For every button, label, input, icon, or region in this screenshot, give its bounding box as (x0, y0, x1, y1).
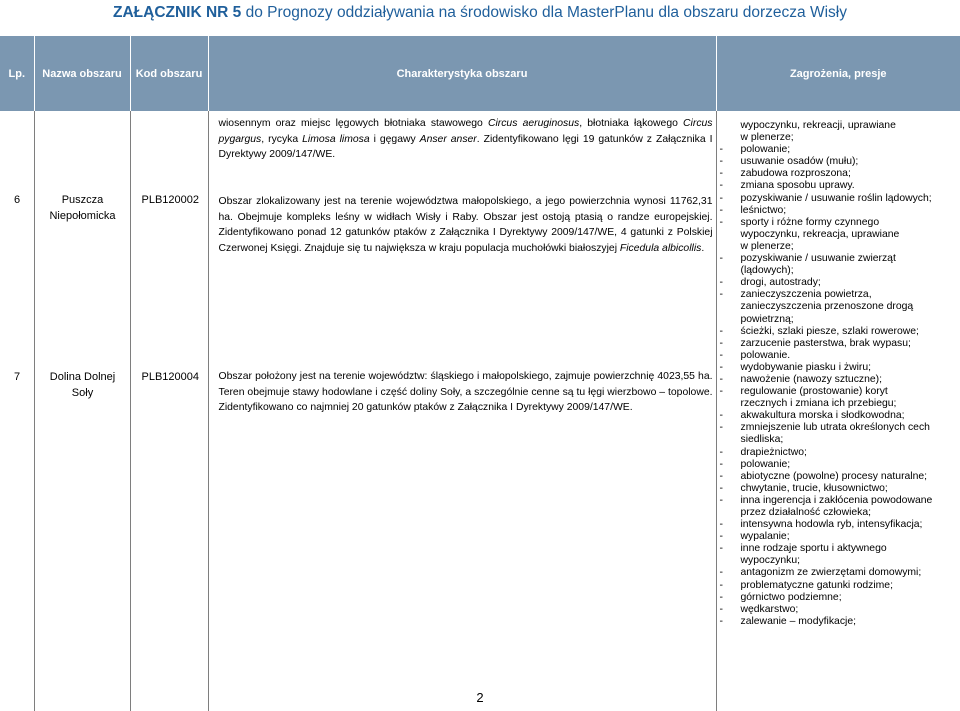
title-rest: do Prognozy oddziaływania na środowisko dla MasterPlanu dla obszaru dorzecza Wisły (245, 4, 847, 21)
threat-item: - zabudowa rozproszona; (717, 168, 957, 180)
species-name: Circus pygargus (218, 118, 713, 145)
row-7-name: Dolina Dolnej Soły (49, 371, 116, 399)
threat-item: wypoczynku, rekreacja, uprawiane (740, 228, 900, 240)
threat-item: - zanieczyszczenia powietrza, (717, 289, 957, 301)
row-7-lp: 7 (13, 371, 21, 383)
threat-item: - nawożenie (nawozy sztuczne); (717, 374, 957, 386)
cont-text: . Zidentyfikowano lęgi 19 gatunków z Załącznika I Dyrektywy 2009/147/WE. (218, 133, 713, 161)
threat-item: - wypalanie; (717, 531, 957, 543)
threat-item: przez działalność człowieka; (740, 507, 872, 518)
species-name: Circus aeruginosus (487, 118, 580, 129)
row-6-name: Puszcza Niepołomicka (49, 194, 116, 222)
cont-text: i gęgawy (369, 133, 420, 145)
header-code: Kod obszaru (130, 36, 208, 111)
row-7-description: Obszar położony jest na terenie województw: śląskiego i małopolskiego, zajmuje powierzchnię 4023,55 ha. Teren obejmuje stawy hodowlane i część doliny Soły, a szczególnie cenne są tu łęgi wierzbowo – topolowe. Zidentyfikowano co najmniej 20 gatunków ptaków z Załącznika I Dyrektywy 2009/147/WE. (218, 371, 713, 414)
threat-item: - akwakultura morska i słodkowodna; (717, 410, 957, 422)
lp-cell (0, 111, 34, 711)
threat-item: - zmiana sposobu uprawy. (717, 180, 957, 192)
cont-text: , błotniaka łąkowego (579, 118, 684, 129)
header-description: Charakterystyka obszaru (208, 36, 716, 111)
threat-item: - zarzucenie pasterstwa, brak wypasu; (717, 338, 957, 350)
title-prefix: ZAŁĄCZNIK NR 5 (113, 4, 242, 21)
threat-item: - intensywna hodowla ryb, intensyfikacja; (717, 519, 957, 531)
header-threats: Zagrożenia, presje (716, 36, 960, 111)
threat-item: - wydobywanie piasku i żwiru; (717, 362, 957, 374)
threat-item: (lądowych); (740, 265, 794, 277)
name-cell (34, 111, 130, 711)
table-row (0, 111, 960, 711)
threat-item: w plenerze; (740, 240, 794, 252)
cont-text: , rycyka (261, 133, 303, 145)
row-6-lp: 6 (13, 194, 21, 206)
threat-item: wypoczynku, rekreacji, uprawiane (740, 120, 896, 131)
page-number: 2 (476, 690, 484, 705)
threat-item: - górnictwo podziemne; (717, 592, 957, 604)
threats-cell (716, 111, 960, 711)
threat-item: powietrzną; (740, 313, 794, 325)
row-6-code: PLB120002 (141, 194, 199, 206)
desc-text: . (701, 243, 705, 255)
threat-item: - ścieżki, szlaki piesze, szlaki rowerowe; (717, 326, 957, 338)
threat-item: - problematyczne gatunki rodzime; (717, 580, 957, 592)
threat-item: - usuwanie osadów (mułu); (717, 156, 957, 168)
code-cell (130, 111, 208, 711)
cont-text: wiosennym oraz miejsc lęgowych błotniaka stawowego (218, 118, 488, 129)
threat-item: w plenerze; (740, 132, 794, 144)
threats-list (717, 120, 957, 628)
threat-item: rzecznych i zmiana ich przebiegu; (740, 398, 897, 410)
desc-text: Obszar zlokalizowany jest na terenie województwa małopolskiego, a jego powierzchnia wynosi 11762,31 ha. Obejmuje kompleks leśny w widłach Wisły i Raby. Obszar jest ostoją ptasią o randze europejskiej. Zidentyfikowano ponad 12 gatunków ptaków z Załącznika I Dyrektywy 2009/147/WE, 4 gatunki z Polskiej Czerwonej Księgi. Znajduje się tu największa w kraju populacja muchołówki białoszyjej (218, 196, 713, 255)
row-7-code: PLB120004 (141, 371, 199, 383)
species-name: Ficedula albicollis (619, 243, 702, 255)
threat-item: - polowanie; (717, 144, 957, 156)
threat-item: - zmniejszenie lub utrata określonych cech (717, 422, 957, 434)
row-6-description (219, 194, 713, 257)
description-cell (208, 111, 716, 711)
threat-item: wypoczynku; (740, 555, 800, 567)
continued-description (219, 116, 713, 163)
threat-item: - antagonizm ze zwierzętami domowymi; (717, 567, 957, 579)
threat-item: - zalewanie – modyfikacje; (717, 616, 957, 628)
threat-item: - polowanie; (717, 459, 957, 471)
threat-item: zanieczyszczenia przenoszone drogą (740, 301, 914, 313)
threat-item: - wędkarstwo; (717, 604, 957, 616)
threat-item: - pozyskiwanie / usuwanie roślin lądowych; (717, 193, 957, 205)
header-lp: Lp. (0, 36, 34, 111)
threat-item: - chwytanie, trucie, kłusownictwo; (717, 483, 957, 495)
species-name: Limosa limosa (302, 133, 370, 145)
threat-item: - pozyskiwanie / usuwanie zwierząt (717, 253, 957, 265)
threat-item: - abiotyczne (powolne) procesy naturalne; (717, 471, 957, 483)
threat-item: - inne rodzaje sportu i aktywnego (717, 543, 957, 555)
threat-item: - leśnictwo; (717, 205, 957, 217)
header-name: Nazwa obszaru (34, 36, 130, 111)
species-name: Anser anser (419, 133, 477, 145)
document-title (0, 0, 960, 26)
threat-item: siedliska; (740, 434, 784, 446)
threat-item: - polowanie. (717, 350, 957, 362)
threat-item: - drogi, autostrady; (717, 277, 957, 289)
threat-item: - drapieżnictwo; (717, 447, 957, 459)
threat-item: - sporty i różne formy czynnego (717, 217, 957, 229)
table-header-row (0, 36, 960, 111)
threat-item: - regulowanie (prostowanie) koryt (717, 386, 957, 398)
threat-item: - inna ingerencja i zakłócenia powodowane (717, 495, 957, 507)
areas-table (0, 36, 960, 711)
